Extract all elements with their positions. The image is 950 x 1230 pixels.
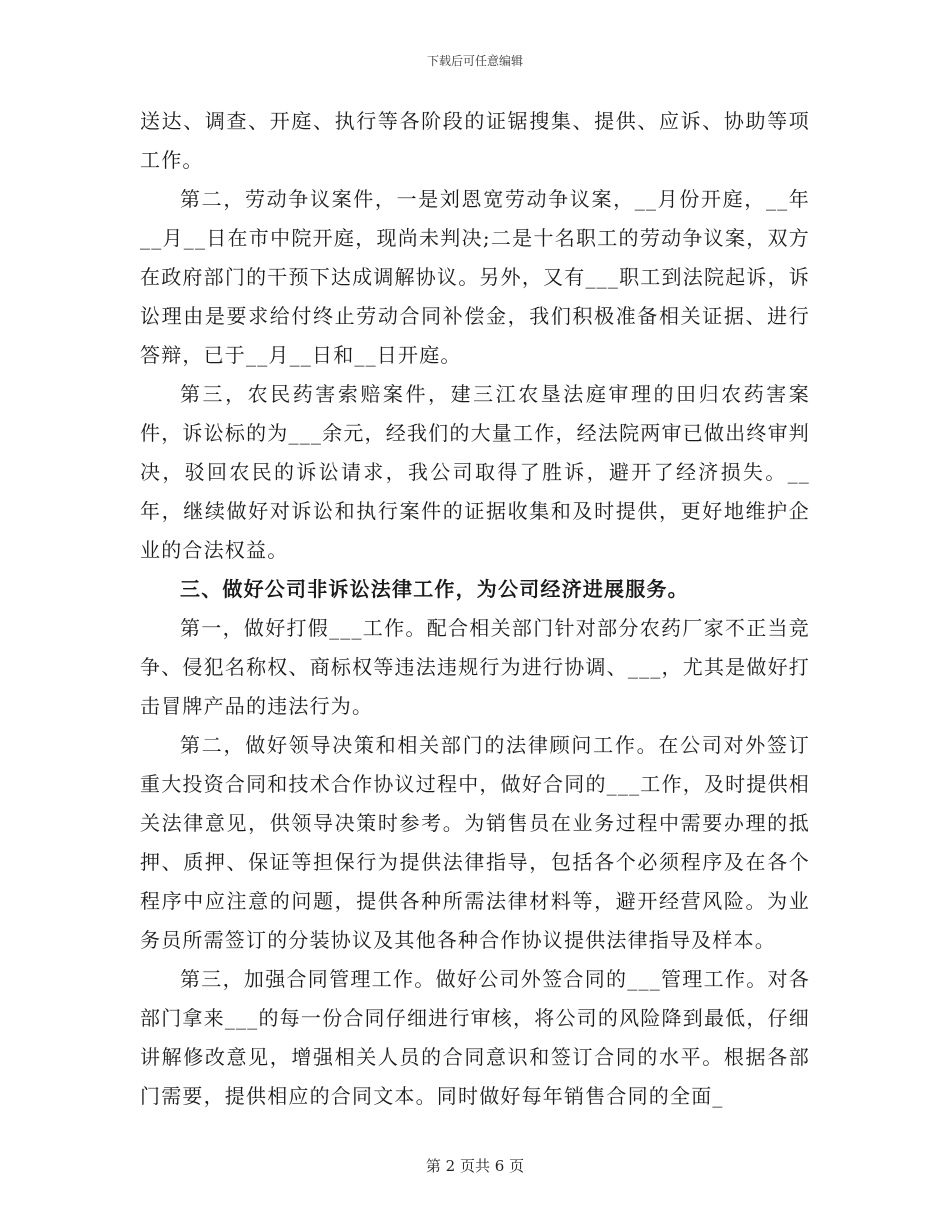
page-footer: 第 2 页共 6 页: [425, 1157, 525, 1175]
document-body: [140, 102, 810, 1116]
paragraph-anti-counterfeit: 第一，做好打假___工作。配合相关部门针对部分农药厂家不正当竞争、侵犯名称权、商标权等违法违规行为进行协调、___，尤其是做好打击冒牌产品的违法行为。: [140, 616, 810, 718]
paragraph-contract-management: 第三，加强合同管理工作。做好公司外签合同的___管理工作。对各部门拿来___的每一份合同仔细进行审核，将公司的风险降到最低，仔细讲解修改意见，增强相关人员的合同意识和签订合同的水平。根据各部门需要，提供相应的合同文本。同时做好每年销售合同的全面_: [140, 967, 810, 1108]
paragraph-labor-dispute: 第二，劳动争议案件，一是刘恩宽劳动争议案，__月份开庭，__年__月__日在市中院开庭，现尚未判决;二是十名职工的劳动争议案，双方在政府部门的干预下达成调解协议。另外，又有___职工到法院起诉，诉讼理由是要求给付终止劳动合同补偿金，我们积极准备相关证据、进行答辩，已于__月__日和__日开庭。: [140, 187, 810, 367]
paragraph-pesticide-claim: 第三，农民药害索赔案件，建三江农垦法庭审理的田归农药害案件，诉讼标的为___余元，经我们的大量工作，经法院两审已做出终审判决，驳回农民的诉讼请求，我公司取得了胜诉，避开了经济损失。__年，继续做好对诉讼和执行案件的证据收集和及时提供，更好地维护企业的合法权益。: [140, 382, 810, 562]
section-heading: 三、做好公司非诉讼法律工作，为公司经济进展服务。: [180, 577, 689, 601]
paragraph-legal-advisor: 第二，做好领导决策和相关部门的法律顾问工作。在公司对外签订重大投资合同和技术合作协议过程中，做好合同的___工作，及时提供相关法律意见，供领导决策时参考。为销售员在业务过程中需要办理的抵押、质押、保证等担保行为提供法律指导，包括各个必须程序及在各个程序中应注意的问题，提供各种所需法律材料等，避开经营风险。为业务员所需签订的分装协议及其他各种合作协议提供法律指导及样本。: [140, 733, 810, 952]
page-header: 下载后可任意编辑: [426, 54, 523, 68]
paragraph-continuation: 送达、调查、开庭、执行等各阶段的证锯搜集、提供、应诉、协助等项工作。: [140, 109, 810, 172]
